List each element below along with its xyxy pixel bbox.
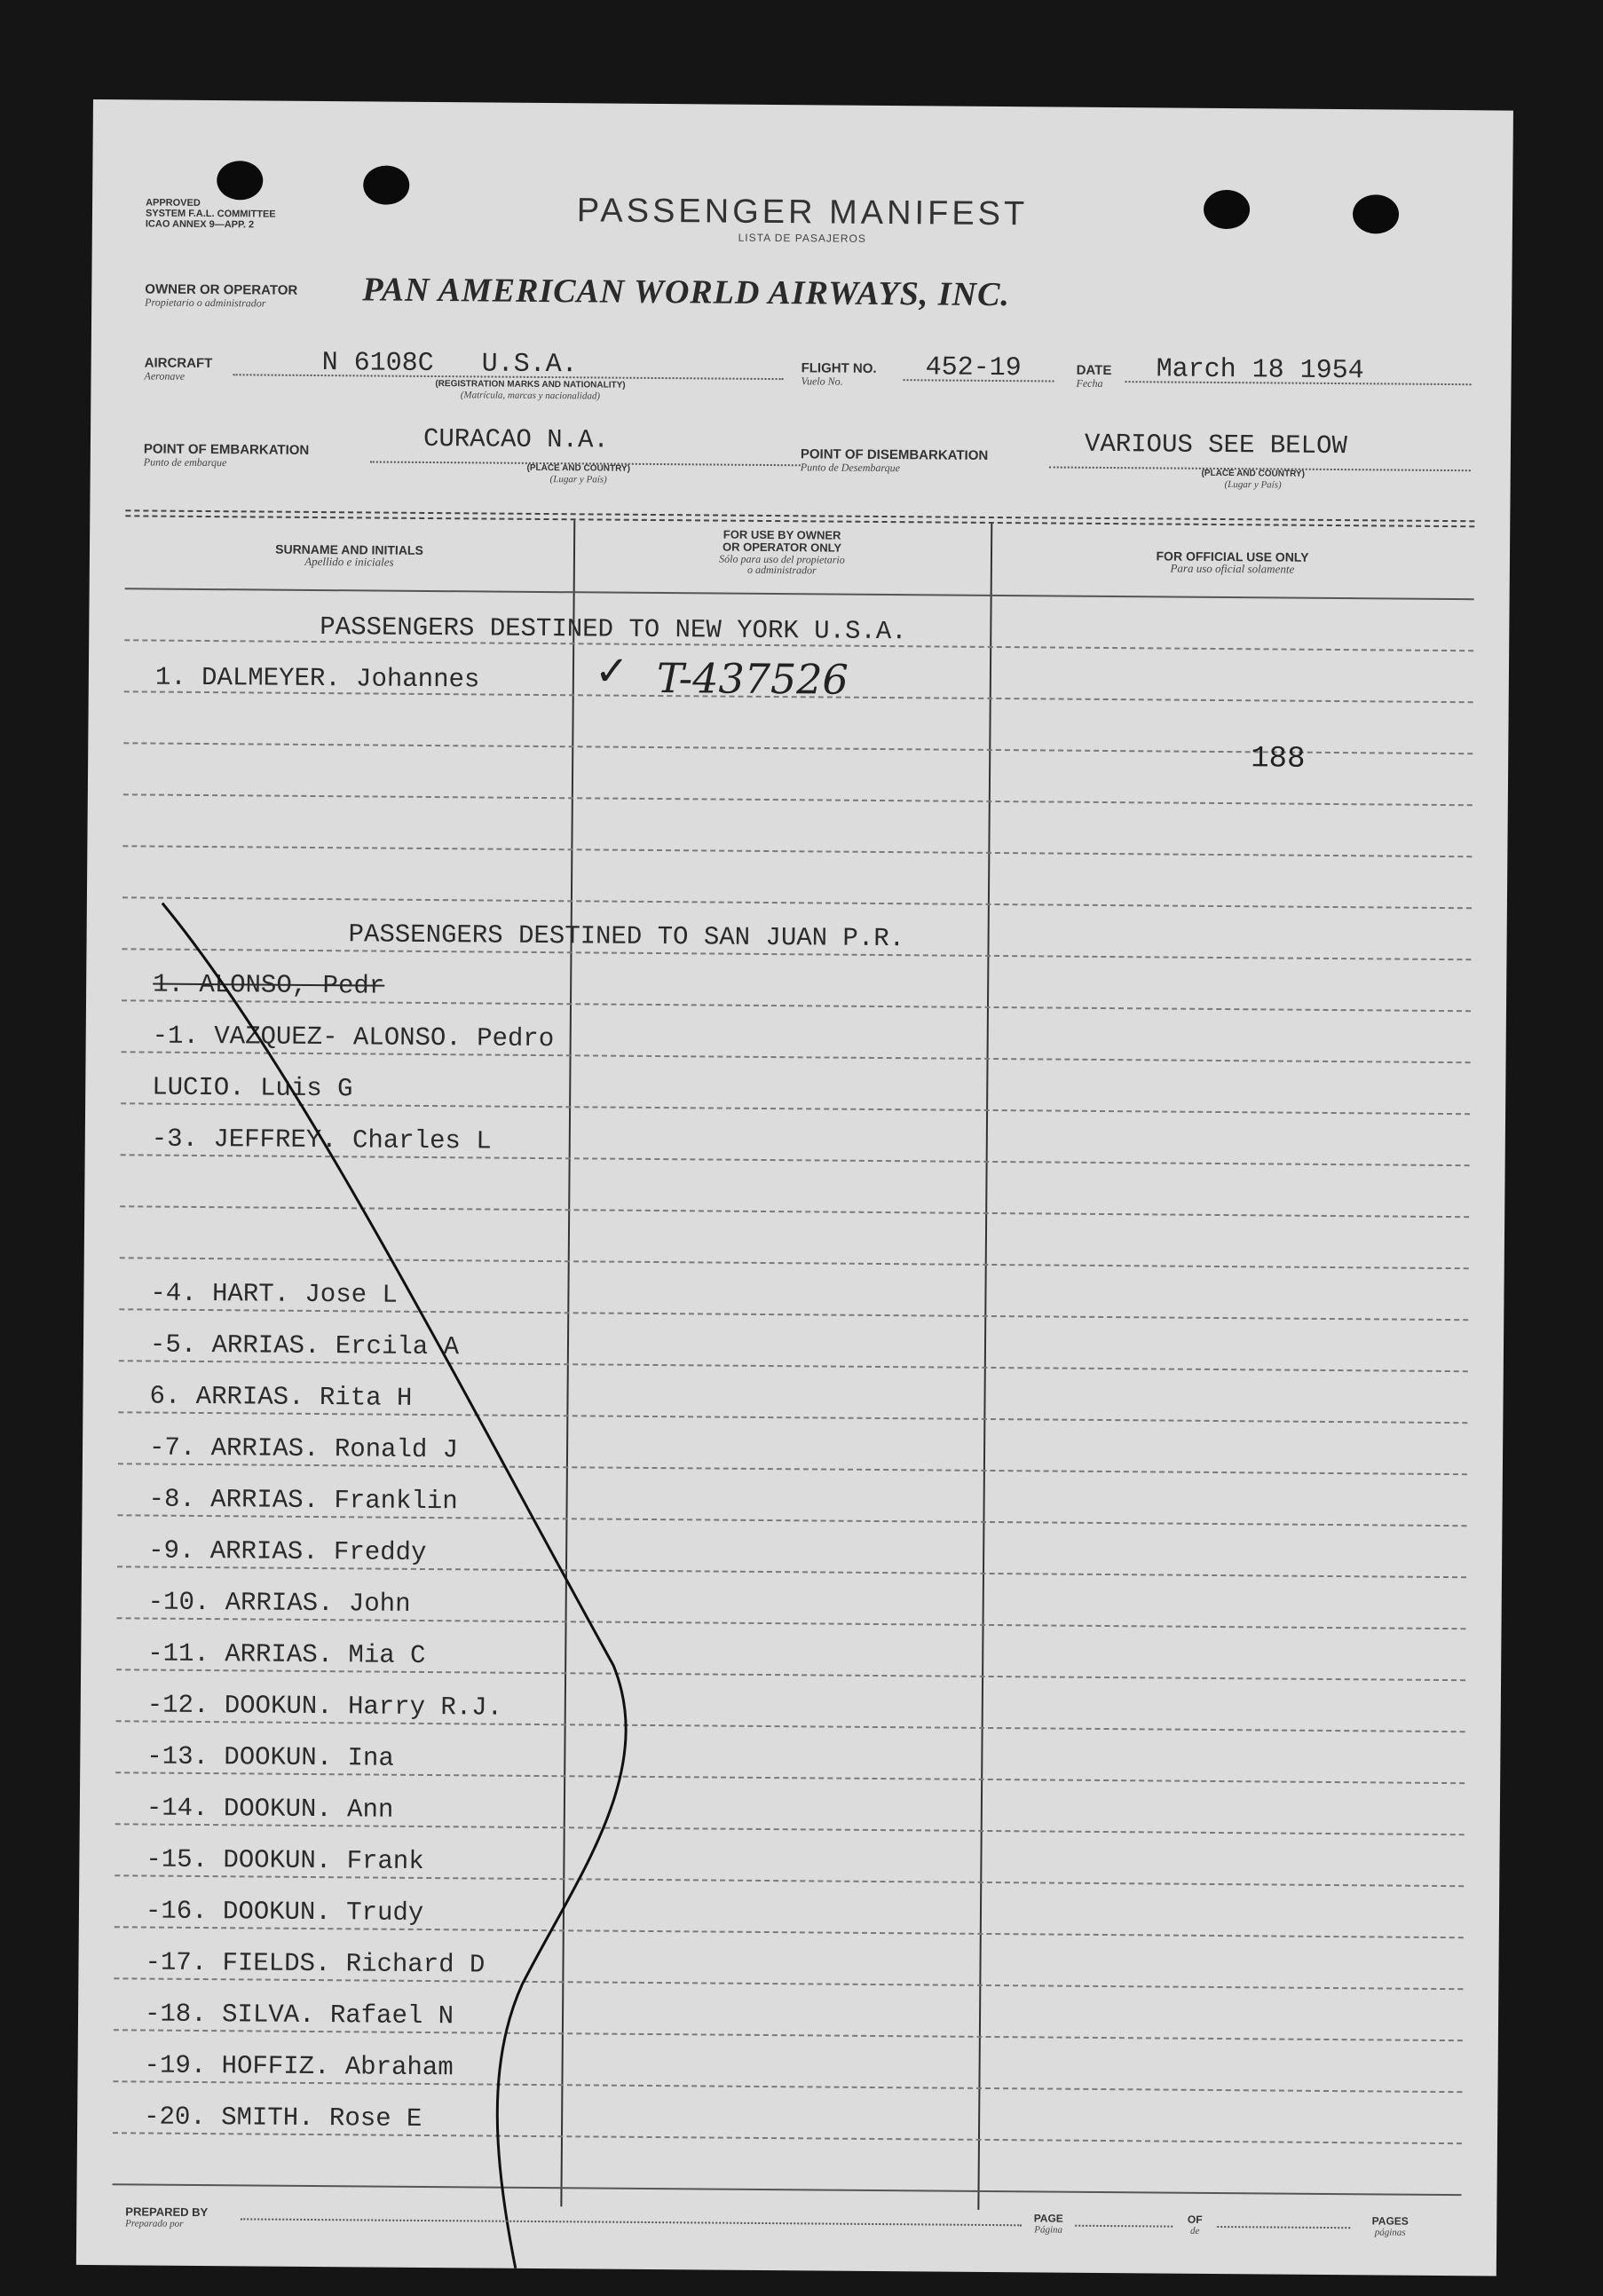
- column-header-label-es: Apellido e iniciales: [304, 554, 394, 569]
- page-label-es: Página: [1034, 2224, 1063, 2236]
- passenger-row: -19. HOFFIZ. Abraham: [144, 2050, 454, 2083]
- date-value: March 18 1954: [1156, 354, 1364, 387]
- prepared-block: [125, 2205, 208, 2229]
- embark-sub-label-es: (Lugar y País): [549, 474, 607, 485]
- passenger-row: -14. DOOKUN. Ann: [146, 1793, 394, 1825]
- passenger-row: -20. SMITH. Rose E: [144, 2102, 422, 2134]
- page-label: PAGE: [1033, 2212, 1063, 2225]
- embark-value: CURACAO N.A.: [422, 423, 609, 455]
- disembark-label: POINT OF DISEMBARKATION: [800, 446, 989, 463]
- handwritten-stroke: [76, 99, 1513, 2276]
- passenger-row: -3. JEFFREY. Charles L: [151, 1124, 492, 1156]
- page-block: [1026, 2212, 1070, 2235]
- embark-sub-label: (PLACE AND COUNTRY): [526, 462, 631, 474]
- date-label: DATE: [1076, 362, 1112, 379]
- passenger-row: -1. VAZQUEZ- ALONSO. Pedro: [152, 1021, 555, 1054]
- of-block: [1177, 2213, 1212, 2237]
- column-header-label-es: Sólo para uso del propietario: [719, 552, 845, 566]
- date-label-es: Fecha: [1076, 376, 1103, 390]
- flight-label-es: Vuelo No.: [801, 375, 843, 388]
- column-header-label: FOR USE BY OWNER: [723, 527, 841, 542]
- flight-label: FLIGHT NO.: [801, 360, 877, 376]
- passenger-row: -16. DOOKUN. Trudy: [145, 1896, 424, 1928]
- passenger-row: -7. ARRIAS. Ronald J: [148, 1432, 459, 1465]
- passenger-row: -4. HART. Jose L: [150, 1278, 399, 1310]
- owner-label-es: Propietario o administrador: [145, 296, 266, 310]
- pages-label-es: páginas: [1374, 2227, 1406, 2238]
- passenger-row: 6. ARRIAS. Rita H: [149, 1381, 413, 1413]
- column-header-label: OR OPERATOR ONLY: [722, 540, 842, 555]
- approval-line: ICAO ANNEX 9—APP. 2: [145, 218, 255, 231]
- disembark-sub-label-es: (Lugar y País): [1224, 479, 1282, 491]
- aircraft-sub-label-es: (Matrícula, marcas y nacionalidad): [460, 390, 601, 402]
- pages-label: PAGES: [1371, 2214, 1409, 2228]
- column-header-label: FOR OFFICIAL USE ONLY: [1156, 548, 1309, 564]
- passenger-row: 1. DALMEYER. Johannes: [154, 662, 480, 695]
- column-header-label-es: Para uso oficial solamente: [1170, 561, 1295, 576]
- of-label: OF: [1187, 2213, 1203, 2226]
- embark-label-es: Punto de embarque: [143, 455, 227, 469]
- prepared-label: PREPARED BY: [125, 2205, 209, 2220]
- passenger-row: -10. ARRIAS. John: [147, 1587, 411, 1619]
- disembark-label-es: Punto de Desembarque: [800, 461, 901, 475]
- pages-block: [1354, 2214, 1425, 2238]
- embark-label: POINT OF EMBARKATION: [143, 441, 310, 458]
- flight-value: 452-19: [925, 352, 1022, 384]
- official-number: 188: [1251, 742, 1306, 777]
- page-title: PASSENGER MANIFEST: [576, 192, 1029, 233]
- passenger-row: -15. DOOKUN. Frank: [146, 1844, 424, 1876]
- owner-label: OWNER OR OPERATOR: [145, 281, 298, 298]
- aircraft-sub-label: (REGISTRATION MARKS AND NATIONALITY): [435, 379, 626, 391]
- section-heading-sj: PASSENGERS DESTINED TO SAN JUAN P.R.: [348, 919, 905, 954]
- ticket-number: T-437526: [656, 654, 849, 704]
- owner-value: PAN AMERICAN WORLD AIRWAYS, INC.: [362, 271, 1011, 314]
- aircraft-label: AIRCRAFT: [144, 355, 213, 372]
- of-label-es: de: [1189, 2225, 1200, 2237]
- passenger-row: -18. SILVA. Rafael N: [144, 1999, 454, 2032]
- column-header-label-es: o administrador: [746, 563, 817, 577]
- aircraft-label-es: Aeronave: [144, 369, 186, 383]
- disembark-value: VARIOUS SEE BELOW: [1084, 429, 1347, 462]
- passenger-row: -9. ARRIAS. Freddy: [148, 1535, 427, 1567]
- passenger-row: LUCIO. Luis G: [152, 1072, 353, 1104]
- passenger-row: -17. FIELDS. Richard D: [145, 1947, 486, 1980]
- passenger-row: -8. ARRIAS. Franklin: [148, 1484, 458, 1517]
- disembark-sub-label: (PLACE AND COUNTRY): [1201, 468, 1306, 479]
- passenger-row-struck: 1. ALONSO, Pedr: [153, 969, 385, 1001]
- checkmark-icon: ✓: [594, 646, 629, 695]
- column-header-label: SURNAME AND INITIALS: [275, 541, 423, 557]
- section-heading-ny: PASSENGERS DESTINED TO NEW YORK U.S.A.: [320, 612, 907, 647]
- passenger-row: -5. ARRIAS. Ercila A: [149, 1329, 460, 1362]
- manifest-page: [76, 99, 1513, 2276]
- page-title-es: LISTA DE PASAJEROS: [738, 231, 866, 245]
- approval-line: APPROVED: [146, 197, 201, 209]
- approval-line: SYSTEM F.A.L. COMMITTEE: [145, 208, 276, 220]
- passenger-row: -11. ARRIAS. Mia C: [147, 1638, 426, 1670]
- passenger-row: -13. DOOKUN. Ina: [146, 1741, 394, 1773]
- passenger-row: -12. DOOKUN. Harry R.J.: [146, 1690, 503, 1723]
- aircraft-value: N 6108C U.S.A.: [321, 348, 578, 381]
- prepared-label-es: Preparado por: [125, 2218, 184, 2229]
